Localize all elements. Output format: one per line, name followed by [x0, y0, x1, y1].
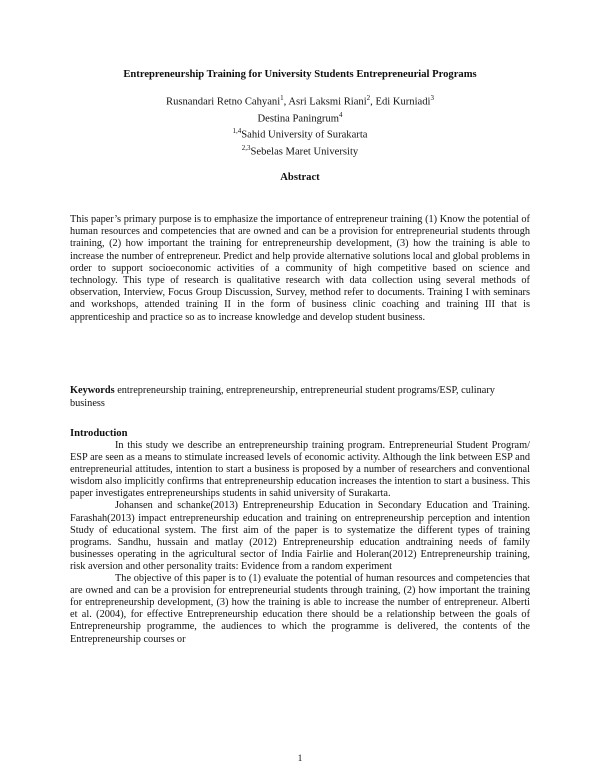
keywords — [70, 385, 530, 410]
author-affiliation-mark: 2 — [366, 94, 371, 102]
paper-title: Entrepreneurship Training for University Students Entrepreneurial Programs — [123, 69, 477, 80]
keywords-text: entrepreneurship training, entrepreneurship, entrepreneurial student programs/ESP, culinary business — [70, 385, 495, 409]
introduction-heading: Introduction — [70, 428, 128, 439]
author-line-1: Rusnandari Retno Cahyani$^1$, Asri Laksmi Riani$^2$, Edi Kurniadi$^3$ — [166, 94, 434, 108]
affiliation-name: Sebelas Maret University — [250, 146, 359, 158]
affiliation-mark: 2,3 — [241, 143, 251, 152]
author-line-2 — [0, 109, 600, 126]
author-name: Edi Kurniadi — [375, 96, 431, 108]
author-affiliation-mark: 3 — [430, 94, 434, 102]
author-name: Destina Paningrum — [257, 113, 339, 125]
author-name: Rusnandari Retno Cahyani — [166, 96, 281, 108]
paragraph: Johansen and schanke(2013) Entrepreneurship Education in Secondary Education and Training. Farashah(2013) impact entrepreneurship education and training on entrepreneurship perception and intention Study of educational system. The first aim of the paper is to systematize the different types of training programs. Sandhu, hussain and matlay (2012) Entrepreneurship education andtraining needs of family businesses operating in the agricultural sector of India Fairlie and Holeran(2012) Entrepreneurship training, risk aversion and other personality traits: Evidence from a random experiment — [70, 500, 530, 572]
affiliation-name: Sahid University of Surakarta — [241, 129, 368, 141]
author-name: Asri Laksmi Riani — [288, 96, 367, 108]
affiliation-2 — [0, 142, 600, 159]
author-affiliation-mark: 1 — [280, 94, 284, 102]
abstract-heading: Abstract — [280, 172, 320, 183]
author-affiliation-mark: 4 — [339, 110, 343, 119]
author-block — [0, 92, 600, 158]
affiliation-1 — [0, 125, 600, 142]
abstract-body: This paper’s primary purpose is to emphasize the importance of entrepreneur training (1) Know the potential of human resources and competencies that are owned and can be a provision for entrepreneurial students through training, (2) how important the training for entrepreneurship development, (3) how the training is able to increase the number of entrepreneur. Predict and help provide alternative solutions local and global problems in order to support socioeconomic activities of a community of high competitive based on science and technology. This type of research is qualitative research with data collection using several methods of observation, Interview, Focus Group Discussion, Survey, method refer to documents. Training I with seminars and workshops, attended training II in the form of business clinic coaching and training III that is apprenticeship and practice so as to increase knowledge and develop student business. — [70, 214, 530, 323]
keywords-label: Keywords — [70, 385, 115, 396]
introduction-body — [70, 440, 530, 646]
page-number: 1 — [297, 754, 303, 764]
paragraph: In this study we describe an entrepreneurship training program. Entrepreneurial Student Program/ ESP are seen as a means to stimulate increased levels of economic activity. Although the link between ESP and entrepreneurial attitudes, intention to start a business is proposed by a number of researchers and conventional wisdom also implicitly confirms that entrepreneurship education increases the intention to start a business. This paper investigates entrepreneurships students in sahid university of Surakarta. — [70, 440, 530, 500]
paragraph: The objective of this paper is to (1) evaluate the potential of human resources and competencies that are owned and can be a provision for entrepreneurial students through training, (2) how important the training for entrepreneurship development, (3) how the training is able to increase the number of entrepreneur. Alberti et al. (2004), for effective Entrepreneurship education there should be a relationship between the goals of Entrepreneurship programme, the audiences to which the programme is delivered, the contents of the Entrepreneurship courses or — [70, 573, 530, 645]
affiliation-mark: 1,4 — [232, 127, 242, 136]
